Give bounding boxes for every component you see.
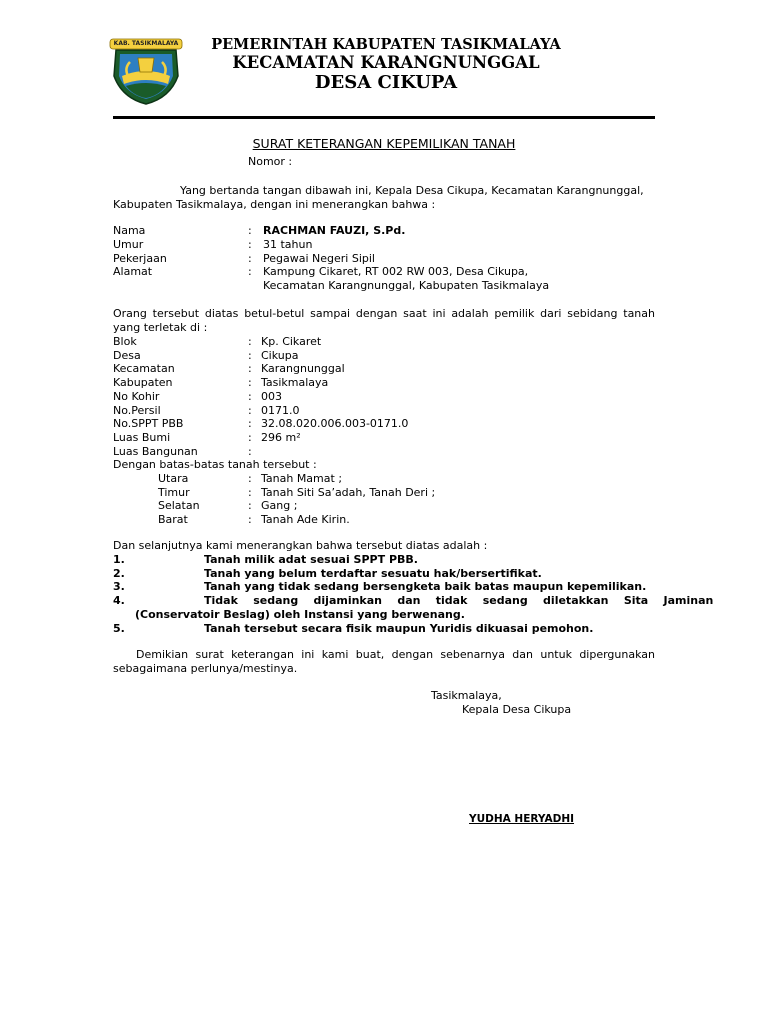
person-colon: : (248, 265, 252, 278)
intro-line-2: Kabupaten Tasikmalaya, dengan ini menerangkan bahwa : (113, 198, 436, 211)
intro-line-1: Yang bertanda tangan dibawah ini, Kepala Desa Cikupa, Kecamatan Karangnunggal, (180, 184, 644, 197)
header-divider (113, 116, 655, 119)
person-label-address: Alamat (113, 265, 153, 278)
person-label-age: Umur (113, 238, 144, 251)
closing-line-2: sebagaimana perlunya/mestinya. (113, 662, 298, 675)
person-value-address-line-2: Kecamatan Karangnunggal, Kabupaten Tasikmalaya (263, 279, 550, 292)
land-value-regency: Tasikmalaya (261, 376, 329, 390)
ownership-line-1: Orang tersebut diatas betul-betul sampai dengan saat ini adalah pemilik dari sebidang tanah (113, 307, 655, 320)
statement-number: 2. (113, 566, 125, 580)
boundary-value-north: Tanah Mamat ; (261, 472, 343, 485)
land-label-persil: No.Persil (113, 403, 161, 417)
boundary-label-south: Selatan (158, 499, 200, 513)
person-value-name: RACHMAN FAUZI, S.Pd. (263, 224, 406, 237)
boundary-label-north: Utara (158, 472, 189, 485)
statement-number: 1. (113, 553, 125, 566)
header-line-3: DESA CIKUPA (314, 72, 458, 93)
person-colon: : (248, 238, 252, 251)
header-line-1: PEMERINTAH KABUPATEN TASIKMALAYA (211, 36, 561, 53)
land-label-regency: Kabupaten (113, 376, 173, 390)
land-value-sppt: 32.08.020.006.003-0171.0 (261, 417, 409, 431)
person-label-occupation: Pekerjaan (113, 252, 167, 265)
ownership-line-2: yang terletak di : (113, 321, 208, 334)
person-value-age: 31 tahun (263, 238, 313, 251)
signatory-name: YUDHA HERYADHI (469, 813, 575, 825)
boundary-colon: : (248, 499, 252, 513)
land-value-persil: 0171.0 (261, 403, 300, 417)
position-label: Kepala Desa Cikupa (462, 703, 572, 716)
person-value-address: Kampung Cikaret, RT 002 RW 003, Desa Cikupa, (263, 265, 529, 278)
land-label-village: Desa (113, 348, 141, 362)
statements-list (113, 553, 714, 643)
land-label-kohir: No Kohir (113, 389, 160, 403)
document-title: SURAT KETERANGAN KEPEMILIKAN TANAH (252, 136, 516, 151)
land-value-area: 296 m² (261, 430, 301, 444)
statement-number: 5. (113, 621, 125, 635)
land-colon: : (248, 348, 252, 362)
person-section (113, 224, 655, 294)
land-label-sppt: No.SPPT PBB (113, 417, 184, 431)
land-label-building-area: Luas Bangunan (113, 444, 198, 458)
boundary-value-east: Tanah Siti Sa’adah, Tanah Deri ; (261, 485, 436, 499)
person-label-name: Nama (113, 224, 146, 237)
land-colon: : (248, 335, 252, 348)
place-label: Tasikmalaya, (431, 689, 502, 702)
boundary-label-east: Timur (158, 485, 190, 499)
statement-number: 4. (113, 594, 125, 608)
closing-line-1: Demikian surat keterangan ini kami buat, dengan sebenarnya dan untuk dipergunakan (136, 648, 655, 661)
regency-emblem (108, 36, 184, 106)
boundary-value-south: Gang ; (261, 499, 298, 513)
land-colon: : (248, 417, 252, 431)
boundary-colon: : (248, 485, 252, 499)
land-label-district: Kecamatan (113, 362, 175, 376)
person-colon: : (248, 252, 252, 265)
statement-text: Tidak sedang dijaminkan dan tidak sedang diletakkan Sita Jaminan (204, 594, 714, 608)
header-line-2: KECAMATAN KARANGNUNGGAL (232, 53, 540, 72)
land-value-village: Cikupa (261, 348, 299, 362)
statement-text: Tanah yang tidak sedang bersengketa baik batas maupun kepemilikan. (204, 580, 647, 594)
emblem-banner-text: KAB. TASIKMALAYA (113, 40, 179, 47)
land-colon: : (248, 430, 252, 444)
land-label-area: Luas Bumi (113, 430, 171, 444)
land-colon: : (248, 362, 252, 376)
statement-number: 3. (113, 580, 125, 594)
person-value-occupation: Pegawai Negeri Sipil (263, 252, 375, 265)
document-number: Nomor : (248, 155, 293, 168)
statement-text: Tanah yang belum terdaftar sesuatu hak/bersertifikat. (204, 566, 542, 580)
land-section (113, 335, 655, 461)
land-label-block: Blok (113, 335, 137, 348)
boundary-label-west: Barat (158, 513, 188, 527)
land-colon: : (248, 444, 252, 458)
boundary-colon: : (248, 513, 252, 527)
land-value-block: Kp. Cikaret (261, 335, 322, 348)
boundaries-intro: Dengan batas-batas tanah tersebut : (113, 458, 317, 471)
land-value-district: Karangnunggal (261, 362, 345, 376)
statement-text-continuation: (Conservatoir Beslag) oleh Instansi yang berwenang. (135, 607, 465, 621)
statement-text: Tanah tersebut secara fisik maupun Yuridis dikuasai pemohon. (204, 621, 594, 635)
boundary-value-west: Tanah Ade Kirin. (261, 513, 350, 527)
statements-intro: Dan selanjutnya kami menerangkan bahwa tersebut diatas adalah : (113, 539, 488, 552)
person-colon: : (248, 224, 252, 237)
land-colon: : (248, 376, 252, 390)
land-value-kohir: 003 (261, 389, 282, 403)
land-colon: : (248, 389, 252, 403)
statement-text: Tanah milik adat sesuai SPPT PBB. (204, 553, 418, 566)
land-colon: : (248, 403, 252, 417)
boundary-colon: : (248, 472, 252, 485)
boundaries-section (158, 472, 558, 528)
